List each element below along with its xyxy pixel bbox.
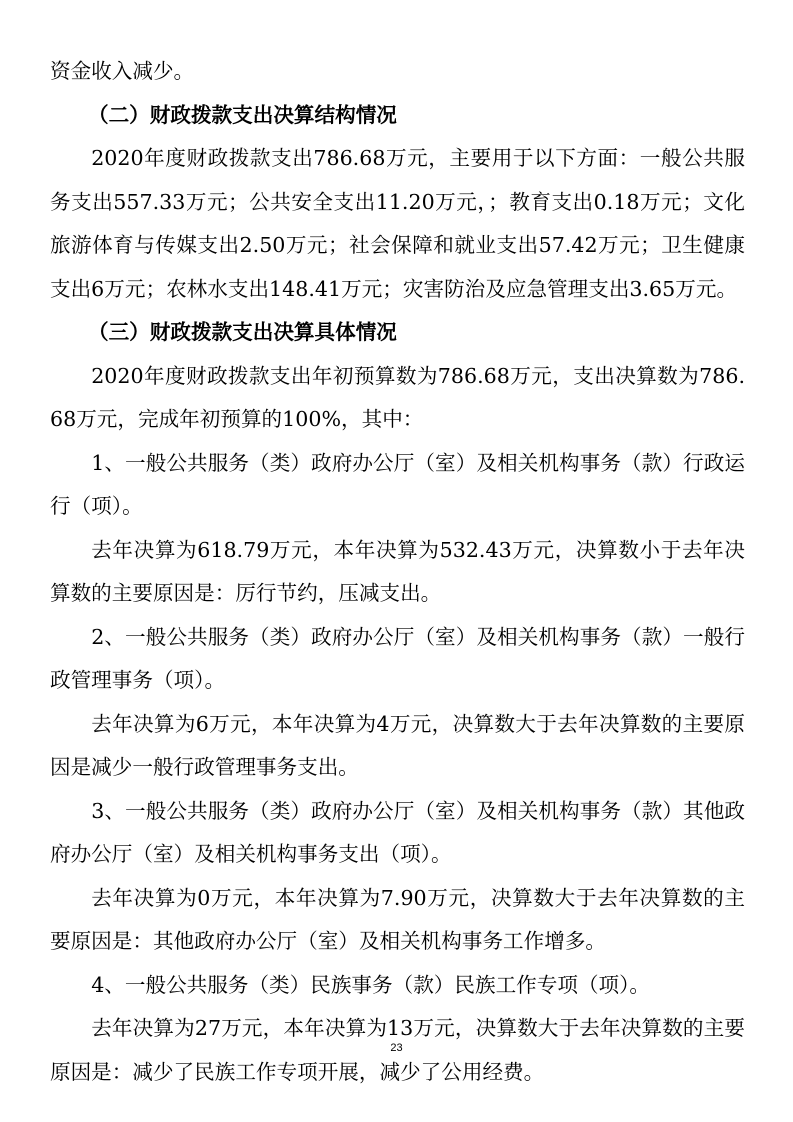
page-number: 23 (390, 1042, 403, 1054)
continuation-text: 资金收入减少。 (50, 59, 195, 83)
item-3-title: 3、一般公共服务（类）政府办公厅（室）及相关机构事务（款）其他政府办公厅（室）及相关机构事务支出（项）。 (50, 798, 745, 866)
section-heading-3: （三）财政拨款支出决算具体情况 (88, 320, 397, 344)
item-1-title: 1、一般公共服务（类）政府办公厅（室）及相关机构事务（款）行政运行（项）。 (50, 450, 745, 518)
section-3-intro: 2020年度财政拨款支出年初预算数为786.68万元，支出决算数为786.68万元，完成年初预算的100%，其中： (50, 363, 745, 431)
section-heading-2: （二）财政拨款支出决算结构情况 (88, 102, 397, 127)
document-body (50, 50, 745, 1094)
item-1-detail: 去年决算为618.79万元，本年决算为532.43万元，决算数小于去年决算数的主要原因是：厉行节约，压减支出。 (50, 537, 745, 605)
item-3-detail: 去年决算为0万元，本年决算为7.90万元，决算数大于去年决算数的主要原因是：其他政府办公厅（室）及相关机构事务工作增多。 (50, 885, 745, 953)
item-2-detail: 去年决算为6万元，本年决算为4万元，决算数大于去年决算数的主要原因是减少一般行政管理事务支出。 (50, 711, 745, 779)
item-4-detail: 去年决算为27万元，本年决算为13万元，决算数大于去年决算数的主要原因是：减少了民族工作专项开展，减少了公用经费。 (50, 1016, 745, 1084)
item-4-title: 4、一般公共服务（类）民族事务（款）民族工作专项（项）。 (91, 972, 651, 997)
item-2-title: 2、一般公共服务（类）政府办公厅（室）及相关机构事务（款）一般行政管理事务（项）。 (50, 624, 745, 692)
section-2-body: 2020年度财政拨款支出786.68万元，主要用于以下方面：一般公共服务支出557.33万元；公共安全支出11.20万元，；教育支出0.18万元；文化旅游体育与传媒支出2.50万元；社会保障和就业支出57.42万元；卫生健康支出6万元；农林水支出148.41万元；灾害防治及应急管理支出3.65万元。 (50, 146, 745, 301)
